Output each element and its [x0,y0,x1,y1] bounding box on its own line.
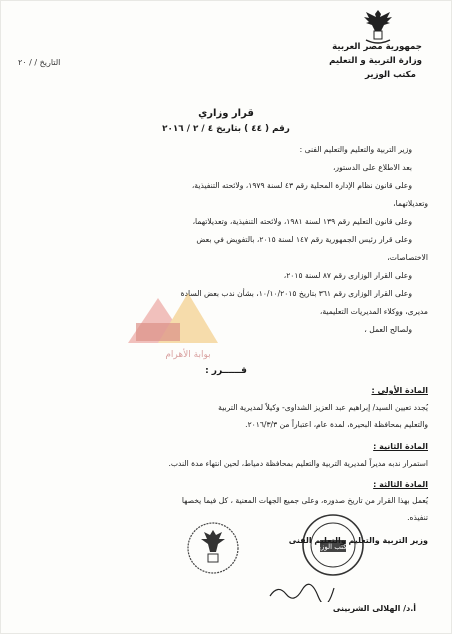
decree-title: قرار وزاري [198,108,254,119]
date-field: التاريخ / / ٢٠ [18,58,61,67]
article-1-heading: المادة الأولى : [371,386,428,395]
preamble-line-4: وتعديلاتهما، [393,199,428,208]
preamble-line-6: وعلى قرار رئيس الجمهورية رقم ١٤٧ لسنة ٢٠١٥، بالتفويض في بعض [196,235,412,244]
article-3-line-2: تنفيذه. [407,513,428,522]
office-name: مكتب الوزير [365,70,416,80]
official-stamp-icon [300,512,366,578]
signatory-name: أ.د/ الهلالى الشربينى [332,604,416,613]
article-3-line-1: يُعمل بهذا القرار من تاريخ صدوره، وعلى جميع الجهات المعنية ، كل فيما يخصها [181,496,428,505]
preamble-line-1: وزير التربية والتعليم والتعليم الفنى : [299,145,412,154]
article-2-line-1: استمرار ندبه مديراً لمديرية التربية والتعليم بمحافظة دمياط، لحين انتهاء مدة الندب. [168,459,428,468]
preamble-line-11: ولصالح العمل ، [364,325,412,334]
article-3-heading: المادة الثالثة : [373,480,428,489]
preamble-line-7: الاختصاصات، [387,253,428,262]
signatory-title: وزير التربية والتعليم والتعليم الفنى [288,536,428,545]
preamble-line-5: وعلى قانون التعليم رقم ١٣٩ لسنة ١٩٨١، ولائحته التنفيذية، وتعديلاتهما، [192,217,412,226]
handwritten-signature [268,582,338,602]
preamble-line-10: مديرى، ووكلاء المديريات التعليمية، [319,307,428,316]
article-1-line-2: والتعليم بمحافظة البحيرة، لمدة عام، اعتباراً من ٢٠١٦/٣/٣. [245,420,428,429]
stamp-text: مكتب الوزير [315,543,351,551]
preamble-line-3: وعلى قانون نظام الإدارة المحلية رقم ٤٣ لسنة ١٩٧٩، ولائحته التنفيذية، [191,181,412,190]
decree-number: رقم ( ٤٤ ) بتاريخ ٤ / ٢ / ٢٠١٦ [162,124,290,134]
watermark-text: بوابة الأهرام [165,350,211,360]
country-name: جمهورية مصر العربية [332,42,422,52]
preamble-line-9: وعلى القرار الوزارى رقم ٣٦١ بتاريخ ١٠/١٠/٢٠١٥، بشأن ندب بعض السادة [180,289,412,298]
decides-heading: قــــــرر : [205,366,247,376]
article-1-line-1: يُجدد تعيين السيد/ إبراهيم عبد العزيز الشداوى- وكيلاً لمديرية التربية [218,403,428,412]
preamble-line-2: بعد الاطلاع على الدستور، [332,163,412,172]
ministry-name: وزارة التربية و التعليم [329,56,422,66]
watermark-logo [118,283,258,363]
eagle-emblem-icon [356,6,400,46]
preamble-line-8: وعلى القرار الوزارى رقم ٨٧ لسنة ٢٠١٥، [283,271,412,280]
eagle-seal-icon [186,518,240,578]
article-2-heading: المادة الثانية : [373,442,428,451]
